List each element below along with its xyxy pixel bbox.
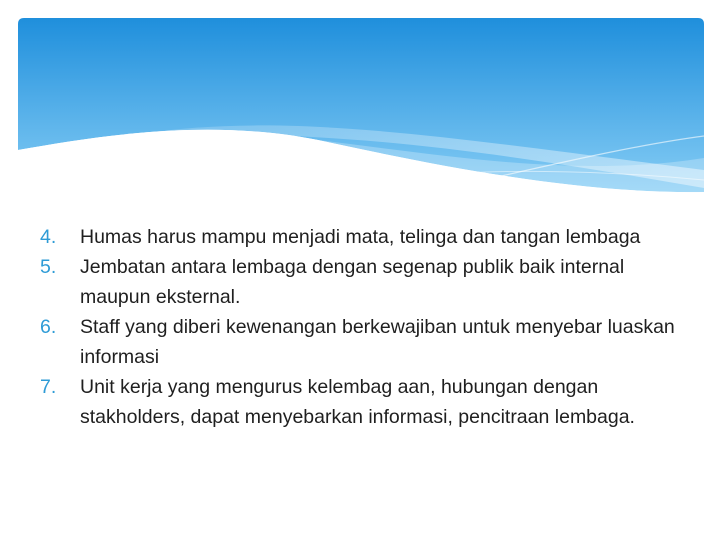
list-item (40, 252, 700, 312)
list-item (40, 372, 700, 432)
list-item-number: 4. (40, 226, 57, 248)
list-item (40, 312, 700, 372)
list-item-number: 7. (40, 376, 57, 398)
list-item-text: Staff yang diberi kewenangan berkewajiban untuk menyebar luaskan informasi (80, 316, 675, 368)
list-item-text: Humas harus mampu menjadi mata, telinga dan tangan lembaga (80, 226, 641, 248)
wave-graphic (18, 18, 704, 198)
numbered-list (40, 222, 700, 432)
list-item (40, 222, 700, 252)
list-item-number: 5. (40, 256, 57, 278)
header-banner (18, 18, 704, 198)
list-item-number: 6. (40, 316, 57, 338)
list-item-text: Jembatan antara lembaga dengan segenap publik baik internal maupun eksternal. (80, 256, 625, 308)
list-item-text: Unit kerja yang mengurus kelembag aan, hubungan dengan stakholders, dapat menyebarkan informasi, pencitraan lembaga. (80, 376, 635, 428)
